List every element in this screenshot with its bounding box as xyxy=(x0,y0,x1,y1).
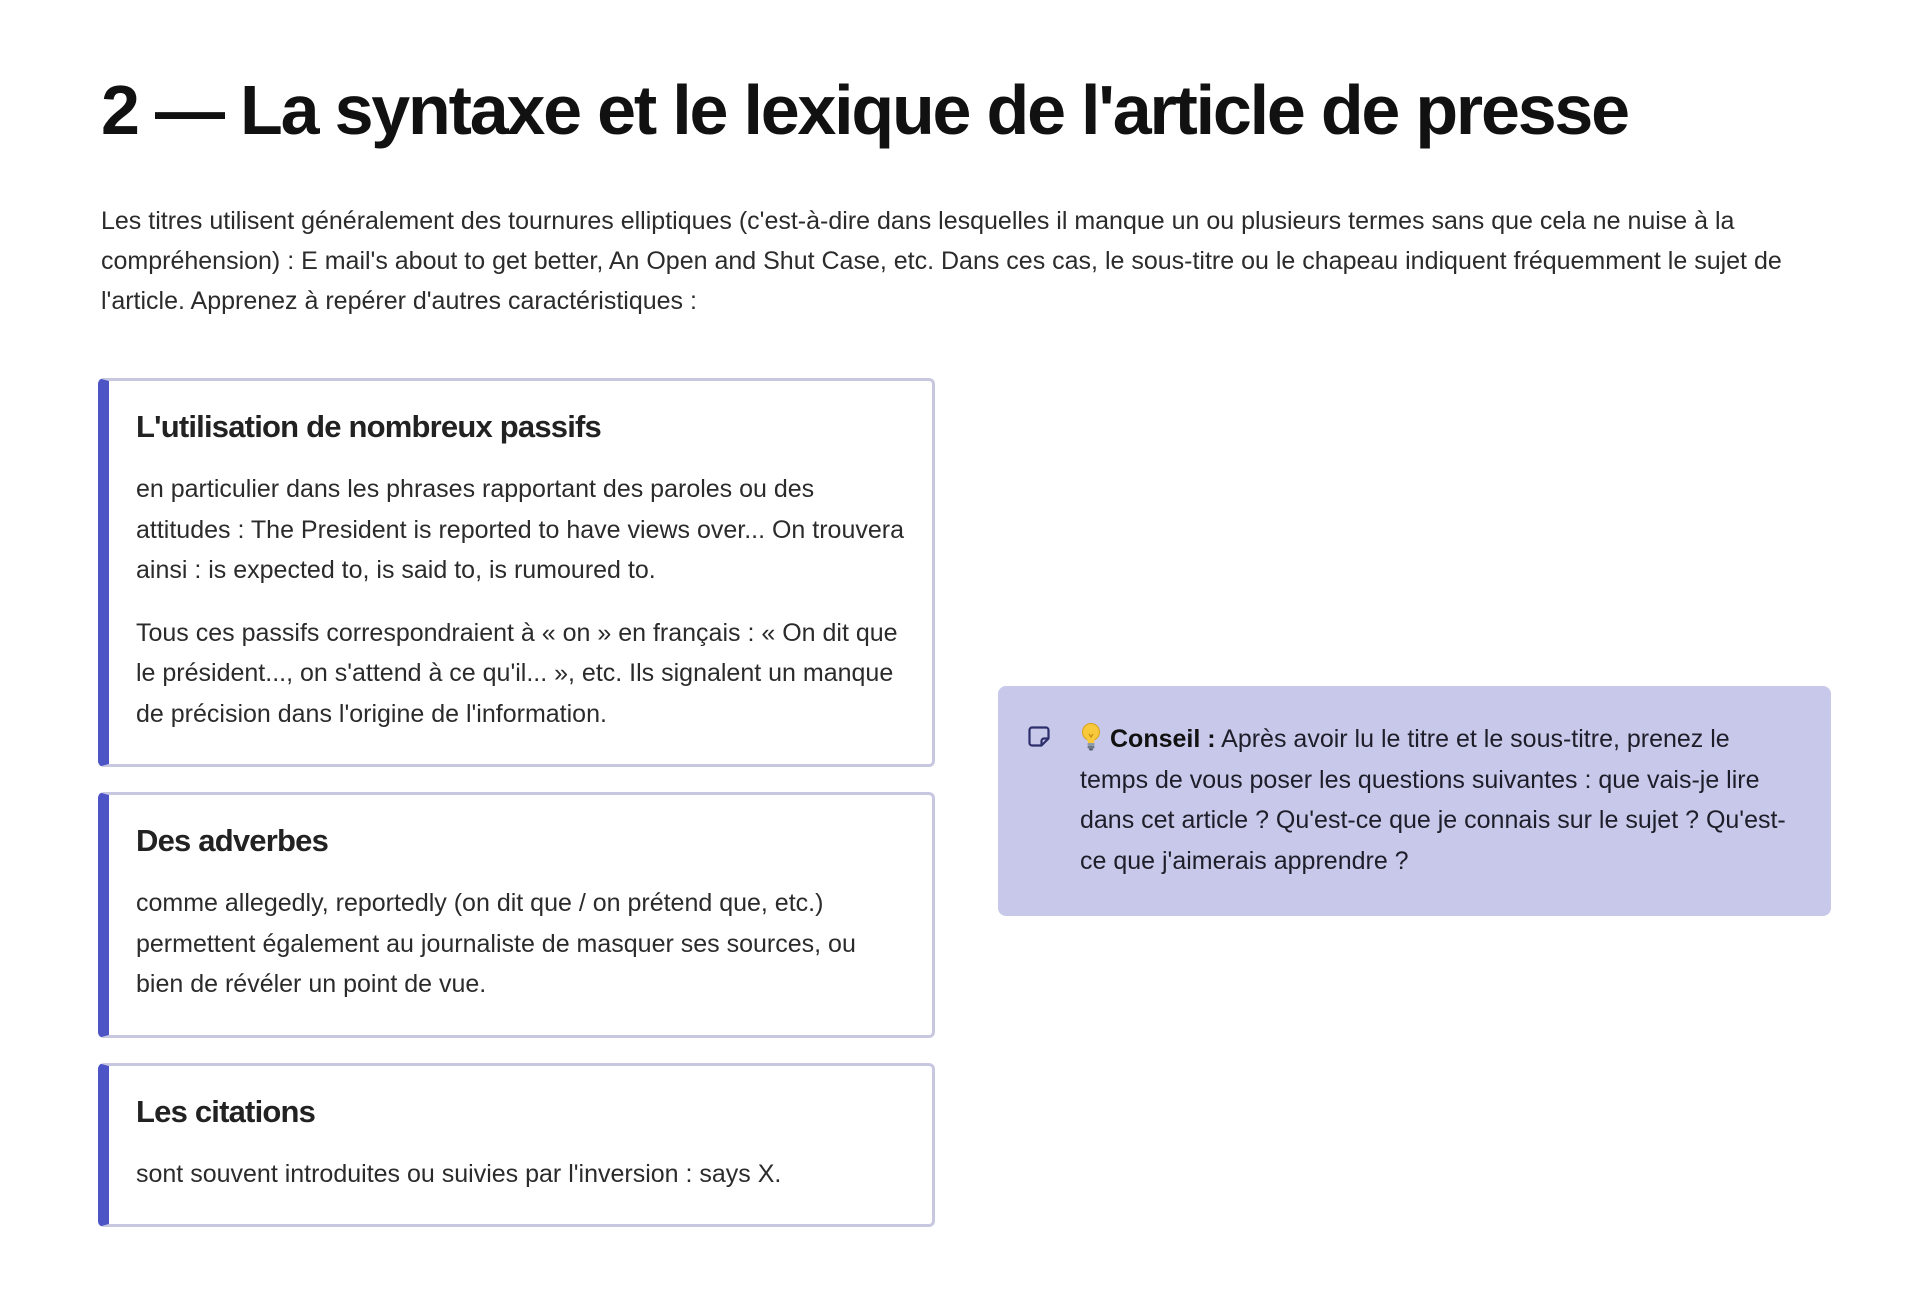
lightbulb-icon xyxy=(1080,722,1102,752)
tip-message: Après avoir lu le titre et le sous-titre, prenez le temps de vous poser les questions suivantes : que vais-je lire dans cet article ? Qu'est-ce que je connais sur le sujet ? Qu'est-ce que j'aimerais apprendre ? xyxy=(1080,725,1786,875)
tip-callout xyxy=(998,686,1831,916)
card-title: L'utilisation de nombreux passifs xyxy=(136,409,601,444)
card-title: Les citations xyxy=(136,1093,316,1129)
card-paragraph: sont souvent introduites ou suivies par l'inversion : says X. xyxy=(136,1159,782,1188)
tip-label: Conseil : xyxy=(1110,725,1216,753)
card-paragraph: Tous ces passifs correspondraient à « on » en français : « On dit que le président..., on s'attend à ce qu'il... », etc. Ils signalent un manque de précision dans l'origine de l'information. xyxy=(136,618,898,728)
intro-paragraph: Les titres utilisent généralement des tournures elliptiques (c'est-à-dire dans lesquelles il manque un ou plusieurs termes sans que cela ne nuise à la compréhension) : E mail's about to get better, An Open and Shut Case, etc. Dans ces cas, le sous-titre ou le chapeau indiquent fréquemment le sujet de l'article. Apprenez à repérer d'autres caractéristiques : xyxy=(101,207,1782,315)
note-icon xyxy=(1028,725,1052,749)
tip-text xyxy=(1080,719,1800,881)
card-quotes xyxy=(98,1063,935,1228)
feature-cards xyxy=(98,378,935,1252)
page xyxy=(101,0,1831,1314)
card-paragraph: en particulier dans les phrases rapportant des paroles ou des attitudes : The President is reported to have views over... On trouvera ainsi : is expected to, is said to, is rumoured to. xyxy=(136,475,904,584)
card-adverbs xyxy=(98,792,935,1038)
card-passives xyxy=(98,378,935,767)
page-title: 2 — La syntaxe et le lexique de l'article de presse xyxy=(101,71,1628,149)
card-title: Des adverbes xyxy=(136,823,329,858)
card-paragraph: comme allegedly, reportedly (on dit que / on prétend que, etc.) permettent également au journaliste de masquer ses sources, ou bien de révéler un point de vue. xyxy=(136,889,856,998)
